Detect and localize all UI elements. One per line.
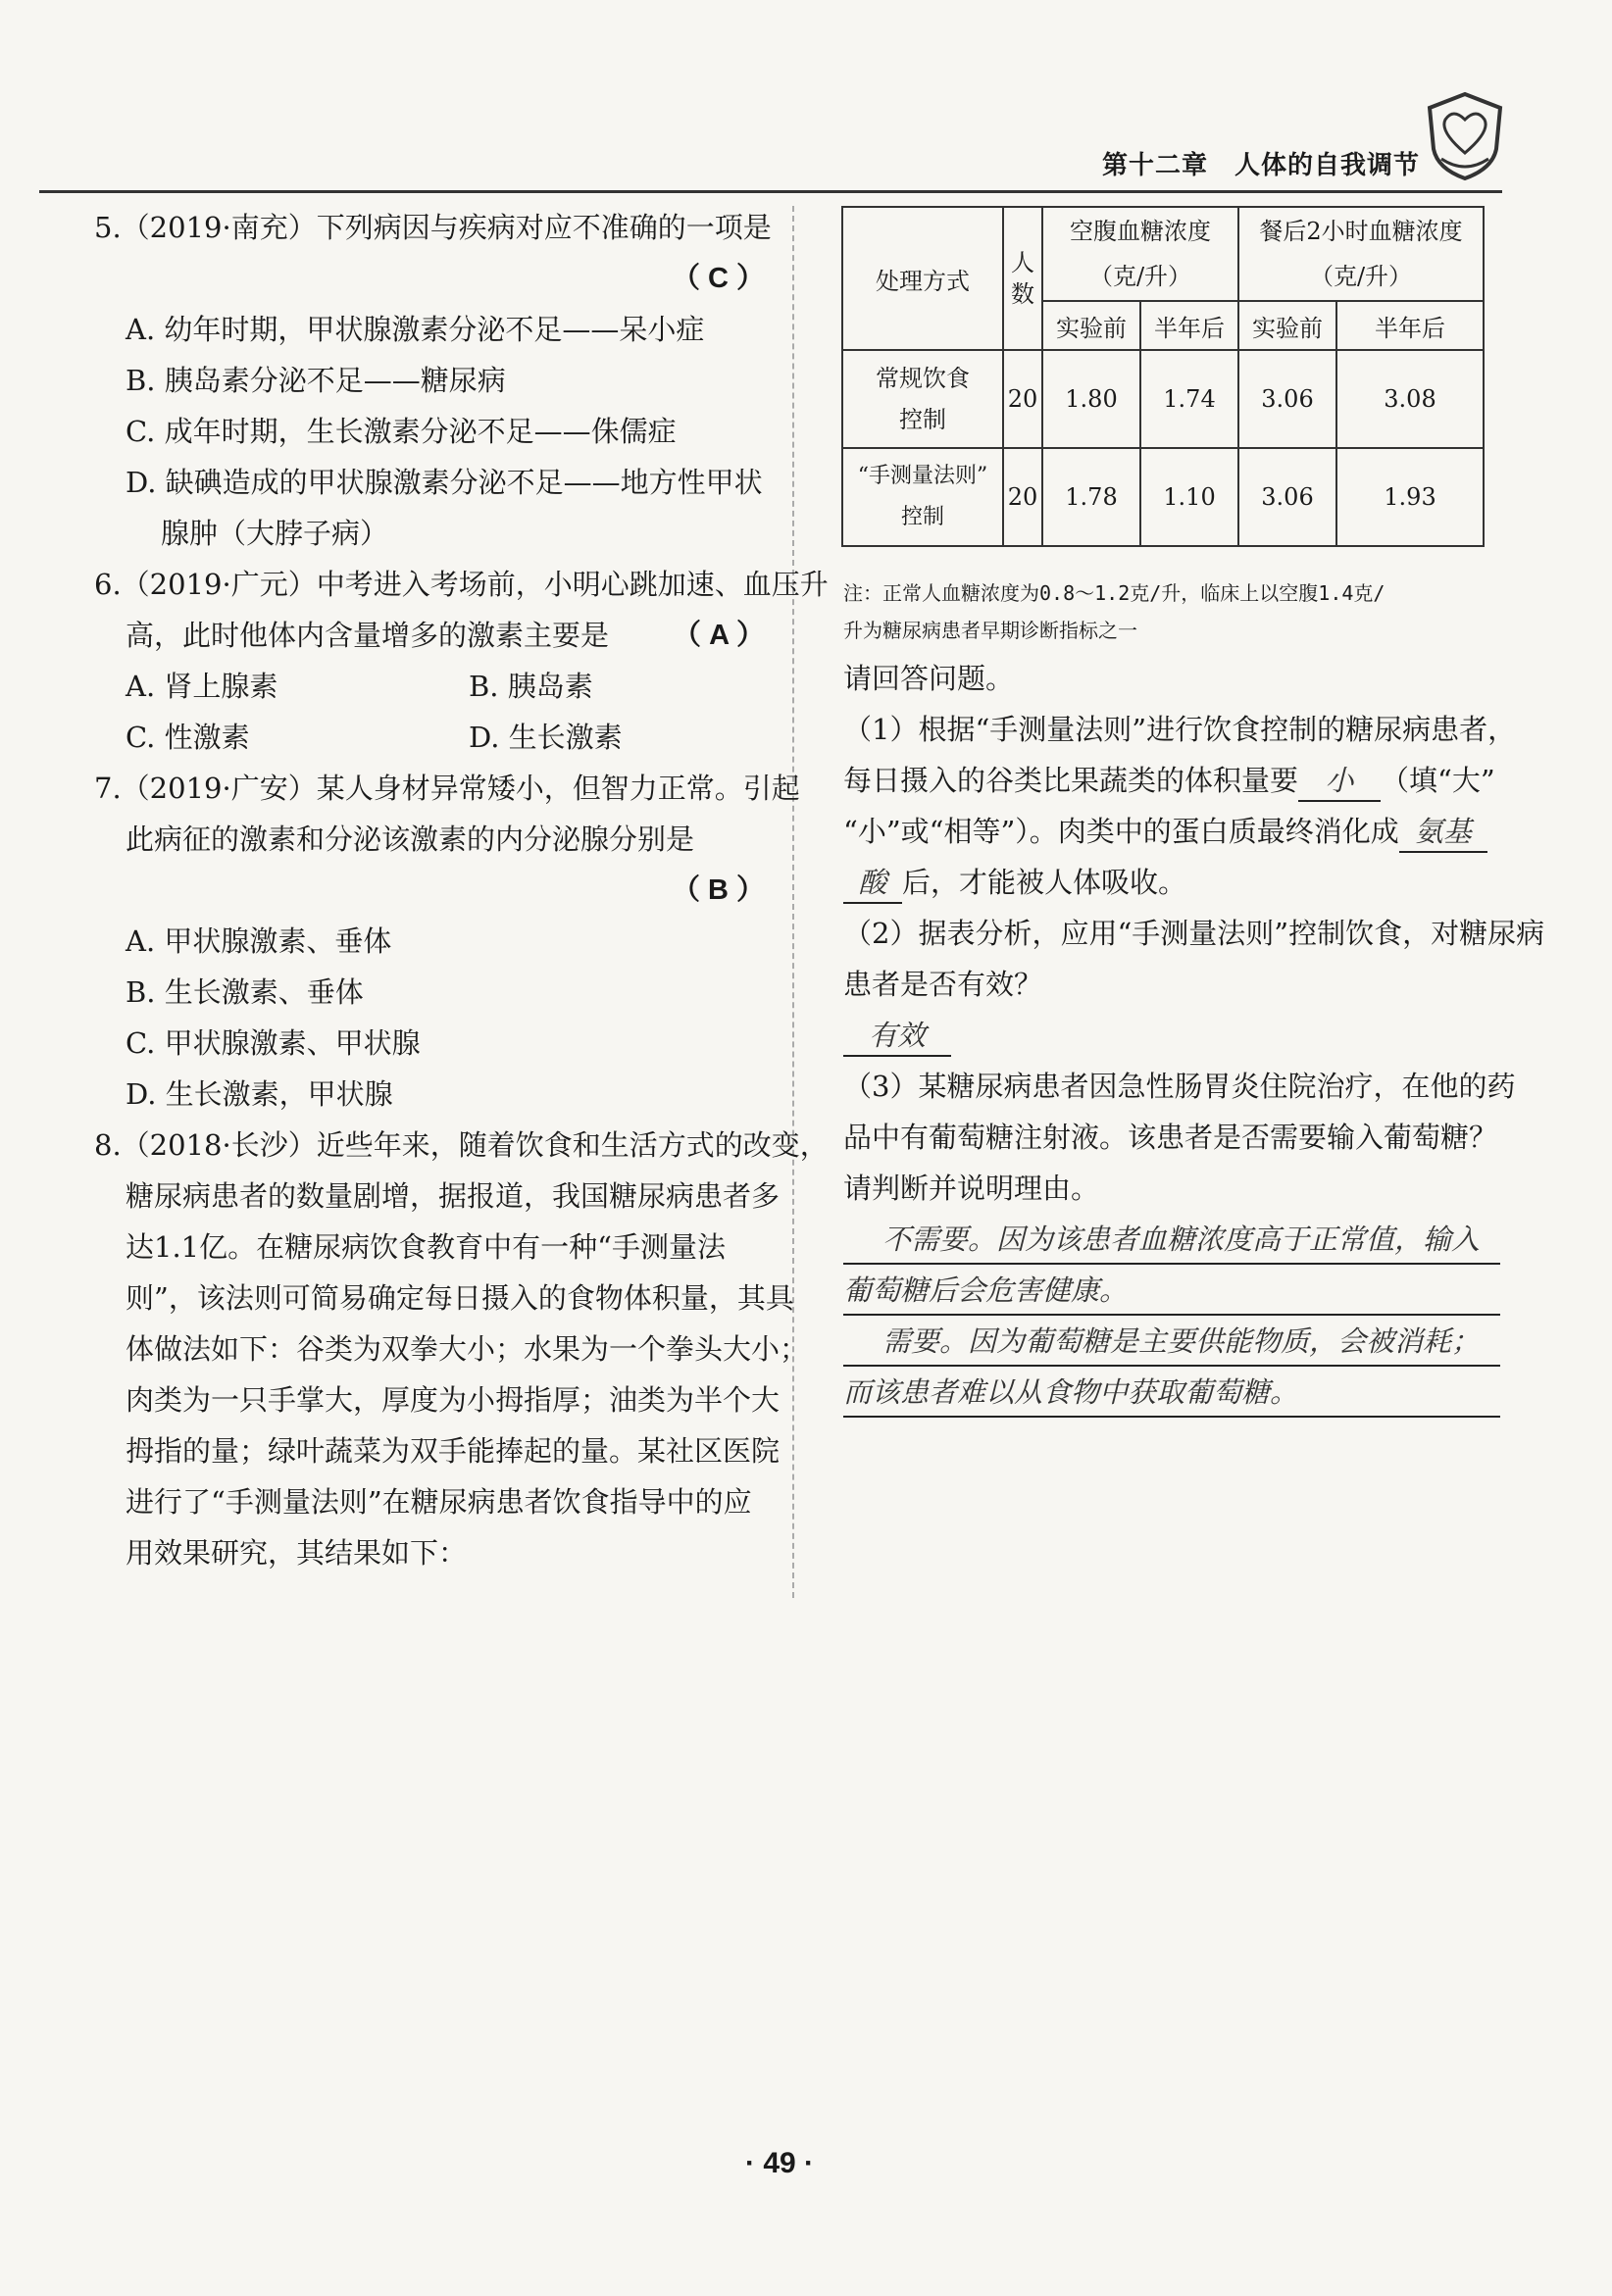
row1-fast-before: 1.80 [1042, 350, 1140, 448]
answer-blank-2a: 氨基 [1399, 812, 1487, 853]
answer-line-5a: 需要。因为葡萄糖是主要供能物质，会被消耗； [843, 1316, 1500, 1367]
row1-method: 常规饮食 控制 [842, 350, 1003, 448]
sub2-line-1: （2）据表分析，应用“手测量法则”控制饮食，对糖尿病 [843, 917, 1545, 950]
row1-count: 20 [1003, 350, 1042, 448]
q6-option-a: A. 肾上腺素 [126, 670, 278, 703]
sub-intro: 请回答问题。 [843, 662, 1015, 695]
row2-fast-before: 1.78 [1042, 448, 1140, 546]
q6-options-row-1 [94, 661, 775, 712]
th-fasting-before: 实验前 [1042, 301, 1140, 350]
q6-answer: （ A ） [673, 620, 765, 651]
q8-line-4: 则”，该法则可简易确定每日摄入的食物体积量，其具 [126, 1281, 794, 1315]
row1-fast-after: 1.74 [1140, 350, 1238, 448]
q6-option-c: C. 性激素 [126, 721, 250, 754]
row2-post-after: 1.93 [1336, 448, 1484, 546]
left-column [94, 202, 829, 1578]
q6-option-b: B. 胰岛素 [469, 670, 593, 703]
sub2-answer-line [843, 1010, 1500, 1061]
q8-line-5: 体做法如下：谷类为双拳大小；水果为一个拳头大小； [126, 1332, 809, 1366]
answer-line-5b: 而该患者难以从食物中获取葡萄糖。 [843, 1367, 1500, 1418]
q5-option-c: C. 成年时期，生长激素分泌不足——侏儒症 [126, 415, 677, 448]
th-postmeal: 餐后2小时血糖浓度 （克/升） [1238, 207, 1484, 301]
sub2-line-2: 患者是否有效？ [843, 968, 1043, 1001]
th-fasting-after: 半年后 [1140, 301, 1238, 350]
chapter-title: 第十二章 人体的自我调节 [1102, 151, 1421, 180]
table-note: 注：正常人血糖浓度为0.8～1.2克/升，临床上以空腹1.4克/ 升为糖尿病患者早期诊断指标之一 [843, 581, 1385, 642]
q8-line-9: 用效果研究，其结果如下： [126, 1536, 468, 1570]
q5-option-d: D. 缺碘造成的甲状腺激素分泌不足——地方性甲状 [126, 466, 763, 499]
q7-answer: （ B ） [671, 874, 765, 906]
row2-count: 20 [1003, 448, 1042, 546]
answer-blank-3: 有效 [843, 1016, 951, 1057]
th-method: 处理方式 [842, 207, 1003, 350]
sub3-line-1: （3）某糖尿病患者因急性肠胃炎住院治疗，在他的药 [843, 1070, 1516, 1103]
q7-option-c: C. 甲状腺激素、甲状腺 [126, 1026, 421, 1060]
q8-line-1: 8.（2018·长沙）近些年来，随着饮食和生活方式的改变， [94, 1128, 829, 1162]
q7-stem-2: 此病征的激素和分泌该激素的内分泌腺分别是 [126, 823, 695, 856]
q6-options-row-2 [94, 712, 775, 763]
q5-option-b: B. 胰岛素分泌不足——糖尿病 [126, 364, 506, 397]
q8-line-3: 达1.1亿。在糖尿病饮食教育中有一种“手测量法 [126, 1230, 726, 1264]
q7-answer-line [94, 865, 775, 916]
header-rule [39, 190, 1502, 193]
q7-option-b: B. 生长激素、垂体 [126, 975, 364, 1009]
q5-stem: 5.（2019·南充）下列病因与疾病对应不准确的一项是 [94, 211, 772, 244]
sub3-line-3: 请判断并说明理由。 [843, 1172, 1100, 1205]
q6-option-d: D. 生长激素 [469, 721, 623, 754]
answer-blank-2b: 酸 [843, 863, 902, 904]
table-row [842, 350, 1484, 448]
row2-method: “手测量法则” 控制 [842, 448, 1003, 546]
sub1-line-1: （1）根据“手测量法则”进行饮食控制的糖尿病患者， [843, 713, 1517, 746]
q7-stem-1: 7.（2019·广安）某人身材异常矮小，但智力正常。引起 [94, 772, 800, 805]
table-row [842, 448, 1484, 546]
sub3-line-2: 品中有葡萄糖注射液。该患者是否需要输入葡萄糖？ [843, 1121, 1498, 1154]
answer-line-4a: 不需要。因为该患者血糖浓度高于正常值，输入 [843, 1214, 1500, 1265]
row2-fast-after: 1.10 [1140, 448, 1238, 546]
q8-line-8: 进行了“手测量法则”在糖尿病患者饮食指导中的应 [126, 1485, 752, 1519]
row2-post-before: 3.06 [1238, 448, 1336, 546]
sub1-line-4: 酸 后，才能被人体吸收。 [843, 857, 1500, 908]
th-fasting: 空腹血糖浓度 （克/升） [1042, 207, 1238, 301]
blood-sugar-table [841, 206, 1485, 547]
q8-line-7: 拇指的量；绿叶蔬菜为双手能捧起的量。某社区医院 [126, 1434, 781, 1468]
q8-line-6: 肉类为一只手掌大，厚度为小拇指厚；油类为半个大 [126, 1383, 781, 1417]
row1-post-before: 3.06 [1238, 350, 1336, 448]
column-divider [792, 206, 794, 1598]
answer-blank-1: 小 [1298, 761, 1381, 802]
sub1-line-3: “小”或“相等”）。肉类中的蛋白质最终消化成 氨基 [843, 806, 1500, 857]
q7-option-d: D. 生长激素，甲状腺 [126, 1077, 393, 1111]
th-post-after: 半年后 [1336, 301, 1484, 350]
row1-post-after: 3.08 [1336, 350, 1484, 448]
q8-line-2: 糖尿病患者的数量剧增，据报道，我国糖尿病患者多 [126, 1179, 781, 1213]
q6-stem-1: 6.（2019·广元）中考进入考场前，小明心跳加速、血压升 [94, 568, 829, 601]
publisher-logo [1424, 90, 1506, 182]
q5-option-d-cont: 腺肿（大脖子病） [161, 517, 389, 550]
page-number: · 49 · [745, 2147, 815, 2179]
q5-option-a: A. 幼年时期，甲状腺激素分泌不足——呆小症 [126, 313, 705, 346]
right-column [843, 653, 1545, 1418]
q5-answer: （ C ） [671, 263, 765, 294]
sub1-line-2: 每日摄入的谷类比果蔬类的体积量要 小 （填“大” [843, 755, 1500, 806]
th-count: 人数 [1003, 207, 1042, 350]
th-post-before: 实验前 [1238, 301, 1336, 350]
q5-answer-line [94, 253, 775, 304]
answer-line-4b: 葡萄糖后会危害健康。 [843, 1265, 1500, 1316]
q6-stem-2: 高，此时他体内含量增多的激素主要是 （ A ） [94, 610, 775, 661]
q7-option-a: A. 甲状腺激素、垂体 [126, 924, 392, 958]
